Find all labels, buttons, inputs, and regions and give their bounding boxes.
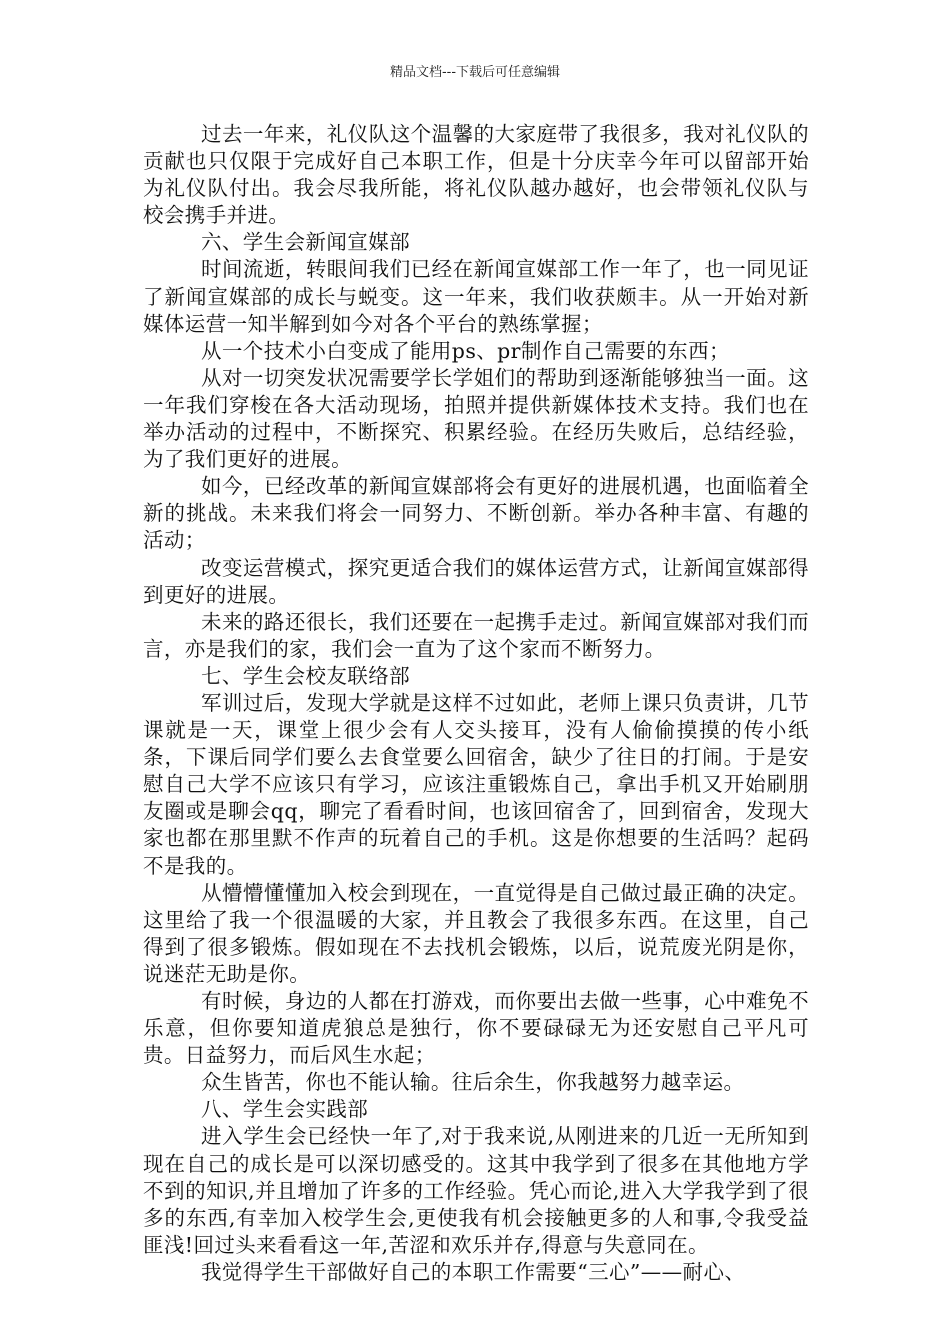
paragraph-news-media-operation: 改变运营模式，探究更适合我们的媒体运营方式，让新闻宣媒部得到更好的进展。	[143, 555, 809, 607]
paragraph-news-media-home: 未来的路还很长，我们还要在一起携手走过。新闻宣媒部对我们而言，亦是我们的家，我们会一直为了这个家而不断努力。	[143, 609, 809, 661]
paragraph-practice-three-hearts: 我觉得学生干部做好自己的本职工作需要“三心”——耐心、	[201, 1259, 746, 1284]
document-body	[143, 121, 809, 1286]
paragraph-news-media-growth: 时间流逝，转眼间我们已经在新闻宣媒部工作一年了，也一同见证了新闻宣媒部的成长与蜕变。这一年来，我们收获颇丰。从一开始对新媒体运营一知半解到如今对各个平台的熟练掌握；	[143, 257, 809, 336]
paragraph-alumni-university-life: 军训过后，发现大学就是这样不过如此，老师上课只负责讲，几节课就是一天，课堂上很少会有人交头接耳，没有人偷偷摸摸的传小纸条，下课后同学们要么去食堂要么回宿舍，缺少了往日的打闹。于是安慰自己大学不应该只有学习，应该注重锻炼自己，拿出手机又开始刷朋友圈或是聊会qq，聊完了看看时间，也该回宿舍了，回到宿舍，发现大家也都在那里默不作声的玩着自己的手机。这是你想要的生活吗？起码不是我的。	[143, 690, 809, 878]
section-heading-news-media: 六、学生会新闻宣媒部	[201, 230, 410, 255]
section-heading-alumni: 七、学生会校友联络部	[201, 663, 410, 688]
paragraph-practice-growth: 进入学生会已经快一年了,对于我来说,从刚进来的几近一无所知到现在自己的成长是可以深切感受的。这其中我学到了很多在其他地方学不到的知识,并且增加了许多的工作经验。凭心而论,进入大学我学到了很多的东西,有幸加入校学生会,更使我有机会接触更多的人和事,令我受益匪浅!回过头来看看这一年,苦涩和欢乐并存,得意与失意同在。	[143, 1124, 809, 1257]
page-header: 精品文档---下载后可任意编辑	[389, 65, 561, 80]
paragraph-news-media-skills: 从一个技术小白变成了能用ps、pr制作自己需要的东西；	[201, 338, 730, 363]
paragraph-alumni-joining: 从懵懵懂懂加入校会到现在，一直觉得是自己做过最正确的决定。这里给了我一个很温暖的大家，并且教会了我很多东西。在这里，自己得到了很多锻炼。假如现在不去找机会锻炼，以后，说荒废光阴是你，说迷茫无助是你。	[143, 880, 809, 986]
paragraph-alumni-effort: 有时候，身边的人都在打游戏，而你要出去做一些事，心中难免不乐意，但你要知道虎狼总是独行，你不要碌碌无为还安慰自己平凡可贵。日益努力，而后风生水起；	[143, 989, 809, 1068]
paragraph-news-media-future: 如今，已经改革的新闻宣媒部将会有更好的进展机遇，也面临着全新的挑战。未来我们将会一同努力、不断创新。举办各种丰富、有趣的活动；	[143, 474, 809, 553]
section-heading-practice: 八、学生会实践部	[201, 1097, 369, 1122]
paragraph-news-media-independence: 从对一切突发状况需要学长学姐们的帮助到逐渐能够独当一面。这一年我们穿梭在各大活动现场，拍照并提供新媒体技术支持。我们也在举办活动的过程中，不断探究、积累经验。在经历失败后，总结经验，为了我们更好的进展。	[143, 365, 809, 472]
paragraph-liyidui-summary: 过去一年来，礼仪队这个温馨的大家庭带了我很多，我对礼仪队的贡献也只仅限于完成好自己本职工作，但是十分庆幸今年可以留部开始为礼仪队付出。我会尽我所能，将礼仪队越办越好，也会带领礼仪队与校会携手并进。	[143, 122, 809, 228]
paragraph-alumni-motto: 众生皆苦，你也不能认输。往后余生，你我越努力越幸运。	[201, 1070, 745, 1095]
